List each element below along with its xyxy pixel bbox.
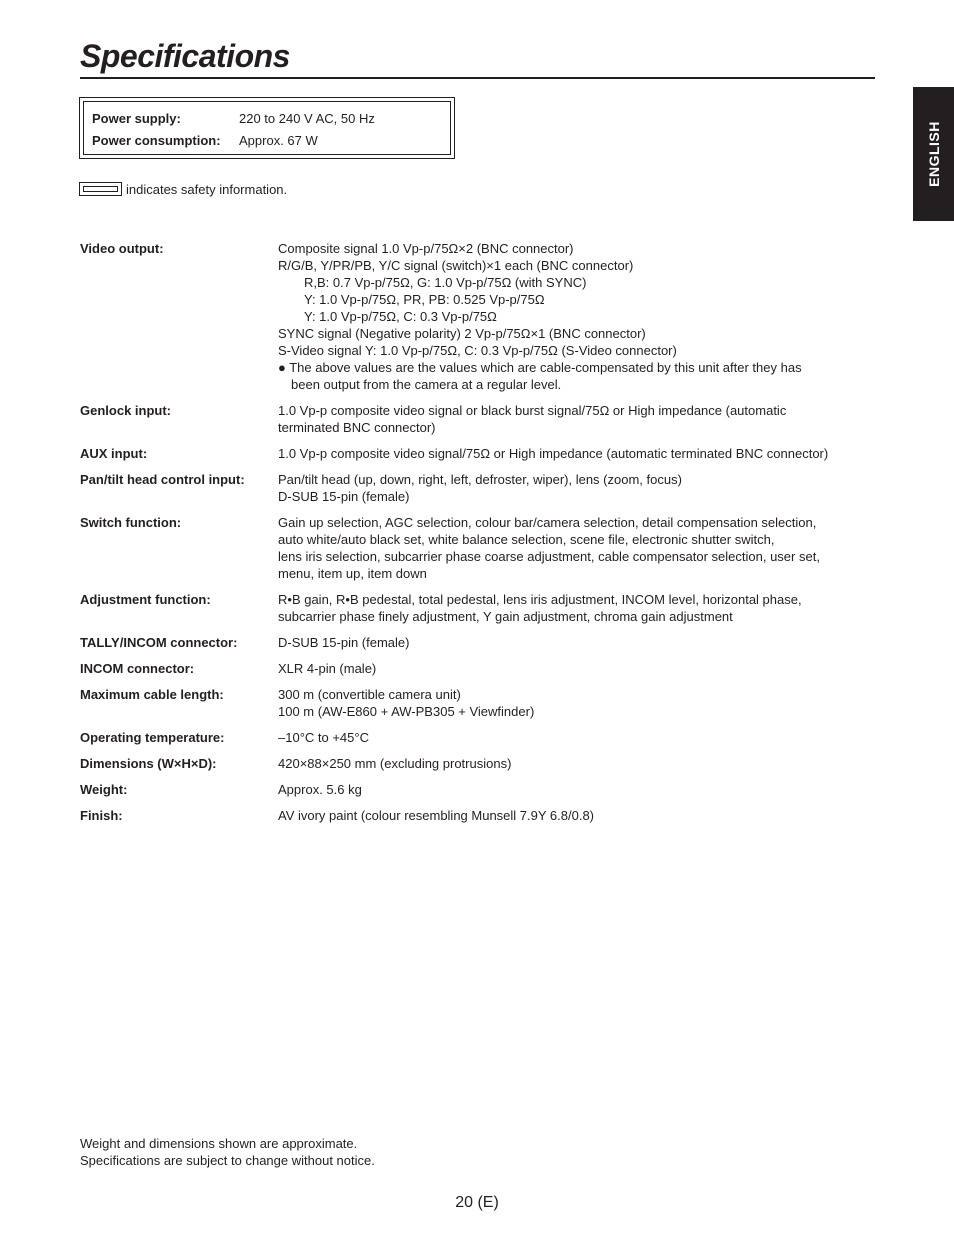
- spec-label: Adjustment function:: [80, 592, 211, 607]
- spec-value-line: Pan/tilt head (up, down, right, left, defroster, wiper), lens (zoom, focus): [278, 472, 682, 487]
- spec-label: INCOM connector:: [80, 661, 195, 676]
- spec-row: [80, 686, 880, 720]
- spec-value-line: Composite signal 1.0 Vp-p/75Ω×2 (BNC connector): [278, 241, 574, 256]
- spec-label: Pan/tilt head control input:: [80, 472, 245, 487]
- page-title: Specifications: [80, 38, 290, 74]
- spec-value-line: –10°C to +45°C: [278, 730, 369, 745]
- spec-value-line: Gain up selection, AGC selection, colour bar/camera selection, detail compensation selection,: [278, 515, 817, 530]
- spec-value: [278, 514, 880, 582]
- spec-value-line: Y: 1.0 Vp-p/75Ω, C: 0.3 Vp-p/75Ω: [304, 309, 497, 324]
- spec-value-line: 1.0 Vp-p composite video signal/75Ω or High impedance (automatic terminated BNC connector): [278, 446, 829, 461]
- spec-value-line: R,B: 0.7 Vp-p/75Ω, G: 1.0 Vp-p/75Ω (with SYNC): [304, 275, 587, 290]
- spec-value-line: 300 m (convertible camera unit): [278, 687, 461, 702]
- footer-notes: [80, 1135, 375, 1169]
- spec-value-line: 420×88×250 mm (excluding protrusions): [278, 756, 512, 771]
- spec-value: [278, 471, 880, 505]
- spec-value-line: been output from the camera at a regular level.: [291, 377, 562, 392]
- spec-row: [80, 634, 880, 651]
- spec-label: Operating temperature:: [80, 730, 225, 745]
- spec-value-line: Y: 1.0 Vp-p/75Ω, PR, PB: 0.525 Vp-p/75Ω: [304, 292, 545, 307]
- footer-note-change-notice: Specifications are subject to change without notice.: [80, 1153, 375, 1168]
- spec-value-line: R•B gain, R•B pedestal, total pedestal, lens iris adjustment, INCOM level, horizontal phase,: [278, 592, 802, 607]
- spec-label: AUX input:: [80, 446, 148, 461]
- spec-row: [80, 402, 880, 436]
- spec-row: [80, 240, 880, 393]
- spec-value-line: 1.0 Vp-p composite video signal or black burst signal/75Ω or High impedance (automatic: [278, 403, 787, 418]
- spec-value: [278, 686, 880, 720]
- spec-row: [80, 807, 880, 824]
- spec-label: Switch function:: [80, 515, 182, 530]
- spec-value-line: 100 m (AW-E860 + AW-PB305 + Viewfinder): [278, 704, 535, 719]
- spec-row: [80, 660, 880, 677]
- footer-note-approximate: Weight and dimensions shown are approximate.: [80, 1136, 358, 1151]
- spec-value-line: XLR 4-pin (male): [278, 661, 377, 676]
- spec-row: [80, 781, 880, 798]
- power-supply-label: Power supply:: [92, 111, 181, 126]
- spec-label: Finish:: [80, 808, 123, 823]
- spec-value-line: subcarrier phase finely adjustment, Y gain adjustment, chroma gain adjustment: [278, 609, 733, 624]
- spec-value: [278, 634, 880, 651]
- power-consumption-label: Power consumption:: [92, 133, 221, 148]
- spec-value-line: menu, item up, item down: [278, 566, 427, 581]
- spec-value: [278, 781, 880, 798]
- spec-value: [278, 807, 880, 824]
- spec-value-line: Approx. 5.6 kg: [278, 782, 362, 797]
- safety-note: [79, 181, 287, 199]
- power-supply-value: 220 to 240 V AC, 50 Hz: [239, 111, 375, 126]
- spec-label: Maximum cable length:: [80, 687, 224, 702]
- spec-label: Weight:: [80, 782, 128, 797]
- spec-value-line: auto white/auto black set, white balance selection, scene file, electronic shutter switch,: [278, 532, 775, 547]
- safety-symbol-icon: [79, 182, 122, 196]
- spec-value-line: S-Video signal Y: 1.0 Vp-p/75Ω, C: 0.3 Vp-p/75Ω (S-Video connector): [278, 343, 677, 358]
- spec-row: [80, 514, 880, 582]
- spec-value: [278, 591, 880, 625]
- spec-row: [80, 591, 880, 625]
- spec-value: [278, 445, 880, 462]
- spec-row: [80, 729, 880, 746]
- spec-value-line: ● The above values are the values which are cable-compensated by this unit after they has: [278, 360, 802, 375]
- spec-label: Dimensions (W×H×D):: [80, 756, 217, 771]
- power-consumption-value: Approx. 67 W: [239, 133, 318, 148]
- spec-value-line: D-SUB 15-pin (female): [278, 489, 410, 504]
- power-safety-box-inner-frame: [83, 101, 451, 155]
- title-rule: [80, 77, 875, 79]
- power-safety-box: [79, 97, 455, 159]
- spec-value-line: D-SUB 15-pin (female): [278, 635, 410, 650]
- spec-label: Genlock input:: [80, 403, 171, 418]
- spec-value-line: terminated BNC connector): [278, 420, 436, 435]
- spec-row: [80, 445, 880, 462]
- spec-value-line: SYNC signal (Negative polarity) 2 Vp-p/75Ω×1 (BNC connector): [278, 326, 646, 341]
- spec-value: [278, 660, 880, 677]
- spec-value: [278, 755, 880, 772]
- spec-value-line: AV ivory paint (colour resembling Munsell 7.9Y 6.8/0.8): [278, 808, 595, 823]
- language-tab-label: ENGLISH: [925, 121, 942, 187]
- spec-value-line: lens iris selection, subcarrier phase coarse adjustment, cable compensator selection, user set,: [278, 549, 820, 564]
- spec-value: [278, 729, 880, 746]
- spec-value: [278, 240, 880, 393]
- specifications-list: [80, 240, 880, 833]
- spec-row: [80, 471, 880, 505]
- safety-note-text: indicates safety information.: [126, 182, 288, 197]
- spec-label: TALLY/INCOM connector:: [80, 635, 238, 650]
- spec-row: [80, 755, 880, 772]
- spec-value-line: R/G/B, Y/PR/PB, Y/C signal (switch)×1 each (BNC connector): [278, 258, 634, 273]
- language-tab: [913, 87, 954, 221]
- page-number: 20 (E): [455, 1194, 499, 1211]
- spec-label: Video output:: [80, 241, 164, 256]
- spec-value: [278, 402, 880, 436]
